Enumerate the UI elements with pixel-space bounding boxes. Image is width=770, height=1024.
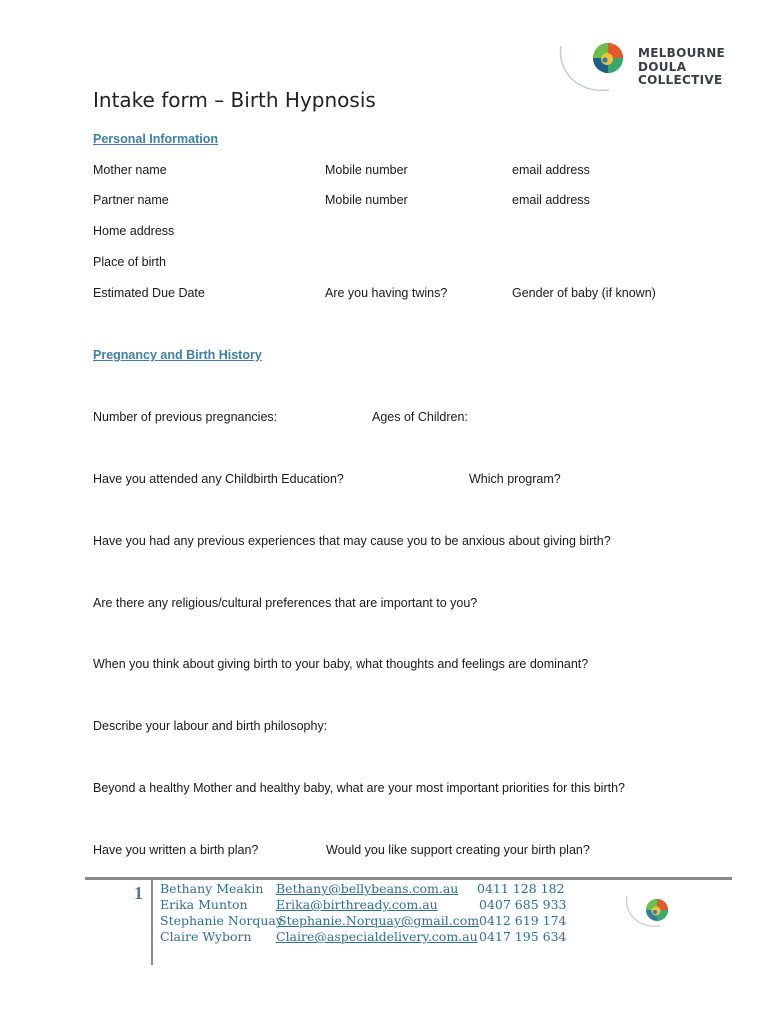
birth-plan-support-label: Would you like support creating your birth plan? (326, 843, 590, 857)
contact-phone: 0407 685 933 (479, 897, 567, 912)
logo (557, 38, 727, 96)
contact-name: Stephanie Norquay (160, 913, 283, 928)
twins-label: Are you having twins? (325, 286, 448, 300)
contact-phone: 0417 195 634 (479, 929, 567, 944)
contact-name: Bethany Meakin (160, 881, 264, 896)
logo-text-line1: MELBOURNE (638, 46, 726, 60)
page-number: 1 (134, 883, 143, 903)
contact-phone: 0412 619 174 (479, 913, 567, 928)
home-address-label: Home address (93, 224, 175, 238)
birth-priorities-label: Beyond a healthy Mother and healthy baby, what are your most important priorities for this birth? (93, 781, 625, 795)
footer-vertical-divider (151, 880, 153, 965)
contact-email-link[interactable]: Claire@aspecialdelivery.com.au (276, 929, 478, 944)
which-program-label: Which program? (469, 472, 561, 486)
previous-pregnancies-label: Number of previous pregnancies: (93, 410, 278, 424)
mother-email-label: email address (512, 163, 590, 177)
contact-email-link[interactable]: Erika@birthready.com.au (276, 897, 438, 912)
page-title: Intake form – Birth Hypnosis (93, 88, 376, 112)
contact-email-link[interactable]: Stephanie.Norquay@gmail.com (278, 913, 480, 928)
footer-divider (85, 877, 732, 880)
contact-name: Claire Wyborn (160, 929, 252, 944)
logo-text-line3: COLLECTIVE (638, 73, 723, 87)
place-of-birth-label: Place of birth (93, 255, 166, 269)
partner-name-label: Partner name (93, 193, 169, 207)
thoughts-feelings-label: When you think about giving birth to your baby, what thoughts and feelings are dominant? (93, 657, 589, 671)
section-heading-pregnancy-history: Pregnancy and Birth History (93, 348, 262, 362)
contact-name: Erika Munton (160, 897, 248, 912)
doula-collective-spiral-icon (557, 38, 627, 96)
mother-name-label: Mother name (93, 163, 167, 177)
gender-label: Gender of baby (if known) (512, 286, 656, 300)
due-date-label: Estimated Due Date (93, 286, 205, 300)
contact-phone: 0411 128 182 (477, 881, 565, 896)
section-heading-personal-information: Personal Information (93, 132, 219, 146)
contact-email-link[interactable]: Bethany@bellybeans.com.au (276, 881, 459, 896)
religious-cultural-label: Are there any religious/cultural preferences that are important to you? (93, 596, 478, 610)
birth-plan-label: Have you written a birth plan? (93, 843, 259, 857)
partner-mobile-label: Mobile number (325, 193, 408, 207)
mother-mobile-label: Mobile number (325, 163, 408, 177)
birth-philosophy-label: Describe your labour and birth philosophy: (93, 719, 328, 733)
footer-logo-icon (624, 890, 670, 930)
childbirth-education-label: Have you attended any Childbirth Education? (93, 472, 344, 486)
previous-experiences-label: Have you had any previous experiences that may cause you to be anxious about giving birth? (93, 534, 611, 548)
logo-text-line2: DOULA (638, 59, 687, 74)
ages-of-children-label: Ages of Children: (372, 410, 468, 424)
partner-email-label: email address (512, 193, 590, 207)
